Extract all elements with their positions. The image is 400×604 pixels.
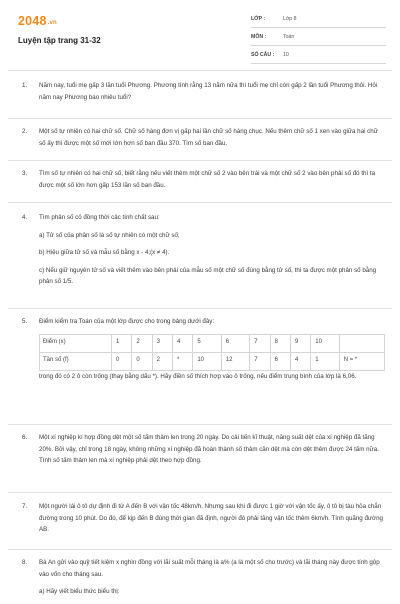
question-text: Năm nay, tuổi mẹ gấp 3 lần tuổi Phương. Phương tính rằng 13 năm nữa thì tuổi mẹ chỉ còn gấp 2 lần tuổi Phương thôi. Hỏi năm nay Phương bao nhiêu tuổi? <box>39 82 378 101</box>
table-cell: 3 <box>152 334 172 352</box>
table-cell: 2 <box>132 334 152 352</box>
table-cell: 10 <box>311 334 339 352</box>
meta-value: Lớp 8 <box>283 15 297 22</box>
divider <box>8 202 392 203</box>
meta-row-count <box>251 46 386 64</box>
table-cell: 12 <box>221 352 249 370</box>
question-1 <box>22 80 384 109</box>
table-cell: 7 <box>250 352 270 370</box>
question-text: Một người lái ô tô dự định đi từ A đến B với vận tốc 48km/h. Nhưng sau khi đi được 1 giờ với vận tốc ấy, ô tô bị tàu hỏa chắn đường trong 10 phút. Do đó, để kịp đến B đúng thời gian đã định, người đó phải tăng vận tốc thêm 6km/h. Tính quãng đường AB. <box>39 503 383 533</box>
divider <box>8 492 392 493</box>
table-cell: 1 <box>311 352 339 370</box>
question-4 <box>22 212 384 294</box>
question-number: 6. <box>22 434 28 441</box>
question-number: 4. <box>22 214 28 221</box>
question-5 <box>22 316 384 388</box>
table-cell <box>339 334 384 352</box>
divider <box>8 118 392 119</box>
meta-value: 10 <box>283 51 289 58</box>
logo-suffix: .vn <box>47 20 57 26</box>
question-followup: trong đó có 2 ô còn trống (thay bằng dấu *). Hãy điền số thích hợp vào ô trống, nếu điểm trung bình của lớp là 6,06. <box>39 372 357 380</box>
question-number: 7. <box>22 503 28 510</box>
table-cell: 6 <box>221 334 249 352</box>
table-cell: 9 <box>290 334 310 352</box>
question-2 <box>22 126 384 155</box>
table-cell: 2 <box>152 352 172 370</box>
question-8 <box>22 557 384 604</box>
table-cell: 0 <box>132 352 152 370</box>
logo-text: 2048 <box>18 14 47 28</box>
table-header-cell: Tần số (f) <box>40 352 112 370</box>
question-subpart: a) Tử số của phân số là số tự nhiên có một chữ số; <box>39 231 180 239</box>
divider <box>8 424 392 425</box>
question-number: 1. <box>22 82 28 89</box>
meta-row-subject <box>251 28 386 46</box>
question-subpart: a) Hãy viết biểu thức biểu thị: <box>39 588 120 595</box>
page-header <box>0 0 400 62</box>
table-row <box>40 334 385 352</box>
question-subpart: b) Hiệu giữa tử số và mẫu số bằng x - 4;(x ≠ 4). <box>39 249 170 256</box>
meta-row-class <box>251 10 386 28</box>
table-cell: 4 <box>290 352 310 370</box>
question-subpart: c) Nếu giữ nguyên tử số và viết thêm vào bên phải của mẫu số một chữ số đúng bằng tử số, thì ta được một phân số bằng phân số 1/5. <box>39 266 377 285</box>
question-number: 8. <box>22 559 28 566</box>
question-3 <box>22 168 384 197</box>
question-6 <box>22 432 384 473</box>
question-text: Một số tự nhiên có hai chữ số. Chữ số hàng đơn vị gấp hai lần chữ số hàng chục. Nếu thêm chữ số 1 xen vào giữa hai chữ số ấy thì được một số mới lớn hơn số ban đầu 370. Tìm số ban đầu. <box>39 128 378 147</box>
divider <box>8 308 392 309</box>
score-table <box>39 334 385 371</box>
table-cell: * <box>172 352 192 370</box>
table-cell: N = * <box>339 352 384 370</box>
site-logo[interactable] <box>18 14 57 28</box>
question-text: Một xí nghiệp kí hợp đồng dệt một số tấm thảm len trong 20 ngày. Do cải tiến kĩ thuật, năng suất dệt của xí nghiệp đã tăng 20%. Bởi vậy, chỉ trong 18 ngày, không những xí nghiệp đã hoàn thành số thảm cần dệt mà còn dệt thêm được 24 tấm nữa. Tính số tấm thảm len mà xí nghiệp phải dệt theo hợp đồng. <box>39 434 379 464</box>
question-7 <box>22 501 384 542</box>
question-text: Bà An gửi vào quỹ tiết kiệm x nghìn đồng với lãi suất mỗi tháng là a% (a là một số cho trước) và lãi tháng này được tính gộp vào vốn cho tháng sau. <box>39 559 380 578</box>
meta-key: LỚP : <box>251 15 266 22</box>
page-title: Luyện tập trang 31-32 <box>18 36 101 45</box>
table-cell: 4 <box>172 334 192 352</box>
question-text: Tìm số tự nhiên có hai chữ số, biết rằng nếu viết thêm một chữ số 2 vào bên trái và một chữ số 2 vào bên phải số đó thì ta được một số lớn hơn gấp 153 lần số ban đầu. <box>39 170 376 189</box>
table-header-cell: Điểm (x) <box>40 334 112 352</box>
question-text: Điểm kiểm tra Toán của một lớp được cho trong bảng dưới đây: <box>39 318 215 325</box>
divider <box>8 160 392 161</box>
question-number: 3. <box>22 170 28 177</box>
meta-key: SỐ CÂU : <box>251 51 275 58</box>
table-row <box>40 352 385 370</box>
table-cell: 8 <box>270 334 290 352</box>
table-cell: 6 <box>270 352 290 370</box>
meta-info <box>251 10 386 64</box>
divider <box>8 549 392 550</box>
question-number: 5. <box>22 318 28 325</box>
table-cell: 5 <box>193 334 221 352</box>
meta-value: Toán <box>283 33 295 40</box>
table-cell: 10 <box>193 352 221 370</box>
question-text: Tìm phân số có đồng thời các tính chất sau: <box>39 214 160 221</box>
table-cell: 0 <box>112 352 132 370</box>
divider <box>8 70 392 71</box>
question-number: 2. <box>22 128 28 135</box>
table-cell: 7 <box>250 334 270 352</box>
table-cell: 1 <box>112 334 132 352</box>
meta-key: MÔN : <box>251 33 267 40</box>
